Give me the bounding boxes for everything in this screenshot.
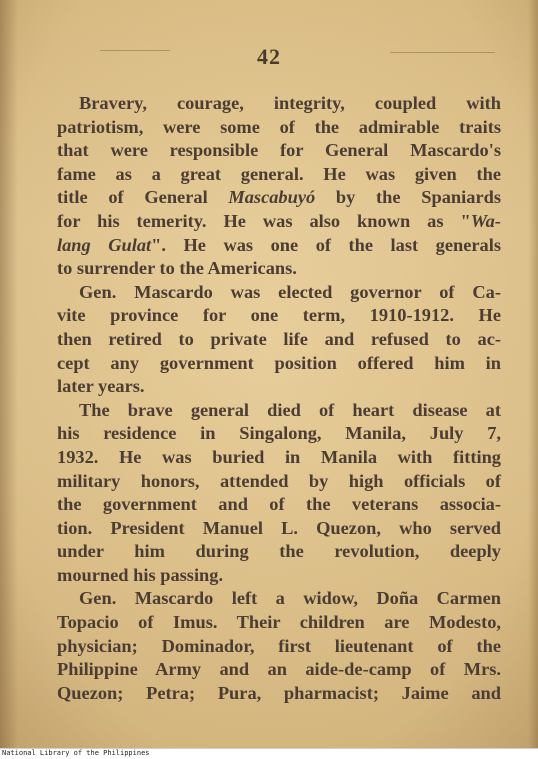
text-line: 1932. He was buried in Manila with fitting xyxy=(57,446,501,467)
text-line: cept any government position offered him in xyxy=(57,352,501,373)
text-line: that were responsible for General Mascardo's xyxy=(57,140,501,161)
page-number: 42 xyxy=(257,44,281,69)
text-line: Philippine Army and an aide-de-camp of Mrs. xyxy=(57,659,501,680)
text-line: The brave general died of heart disease at xyxy=(79,399,501,420)
text-line: physician; Dominador, first lieutenant of the xyxy=(57,635,501,656)
text-line: Gen. Mascardo was elected governor of Ca- xyxy=(79,281,501,302)
paragraph xyxy=(57,399,501,588)
text-line: mourned his passing. xyxy=(57,564,224,585)
text-line: the government and of the veterans associa- xyxy=(57,494,501,515)
text-line: fame as a great general. He was given the xyxy=(57,163,501,184)
text-line: to surrender to the Americans. xyxy=(57,258,297,279)
text-line: Bravery, courage, integrity, coupled with xyxy=(79,93,501,113)
text-line: Gen. Mascardo left a widow, Doña Carmen xyxy=(79,588,501,609)
body-text xyxy=(57,92,501,705)
text-line: vite province for one term, 1910-1912. He xyxy=(57,305,501,326)
footer-bar xyxy=(0,748,538,759)
text-line: for his temerity. He was also known as "Wa- xyxy=(57,210,501,231)
paragraph xyxy=(57,92,501,281)
text-line: title of General Mascabuyó by the Spaniards xyxy=(57,187,501,208)
text-line: his residence in Singalong, Manila, July 7, xyxy=(57,423,501,444)
text-line: military honors, attended by high officials of xyxy=(57,470,501,491)
text-line: patriotism, were some of the admirable traits xyxy=(57,116,501,137)
text-line: lang Gulat". He was one of the last generals xyxy=(57,234,502,255)
paragraph xyxy=(57,587,501,705)
text-line: Topacio of Imus. Their children are Modesto, xyxy=(57,612,501,633)
library-attribution: National Library of the Philippines xyxy=(2,749,150,757)
text-line: tion. President Manuel L. Quezon, who served xyxy=(57,517,501,538)
paragraph xyxy=(57,281,501,399)
text-line: later years. xyxy=(57,376,145,397)
text-line: under him during the revolution, deeply xyxy=(57,541,501,562)
text-line: then retired to private life and refused to ac- xyxy=(57,328,501,349)
text-line: Quezon; Petra; Pura, pharmacist; Jaime and xyxy=(57,682,501,703)
